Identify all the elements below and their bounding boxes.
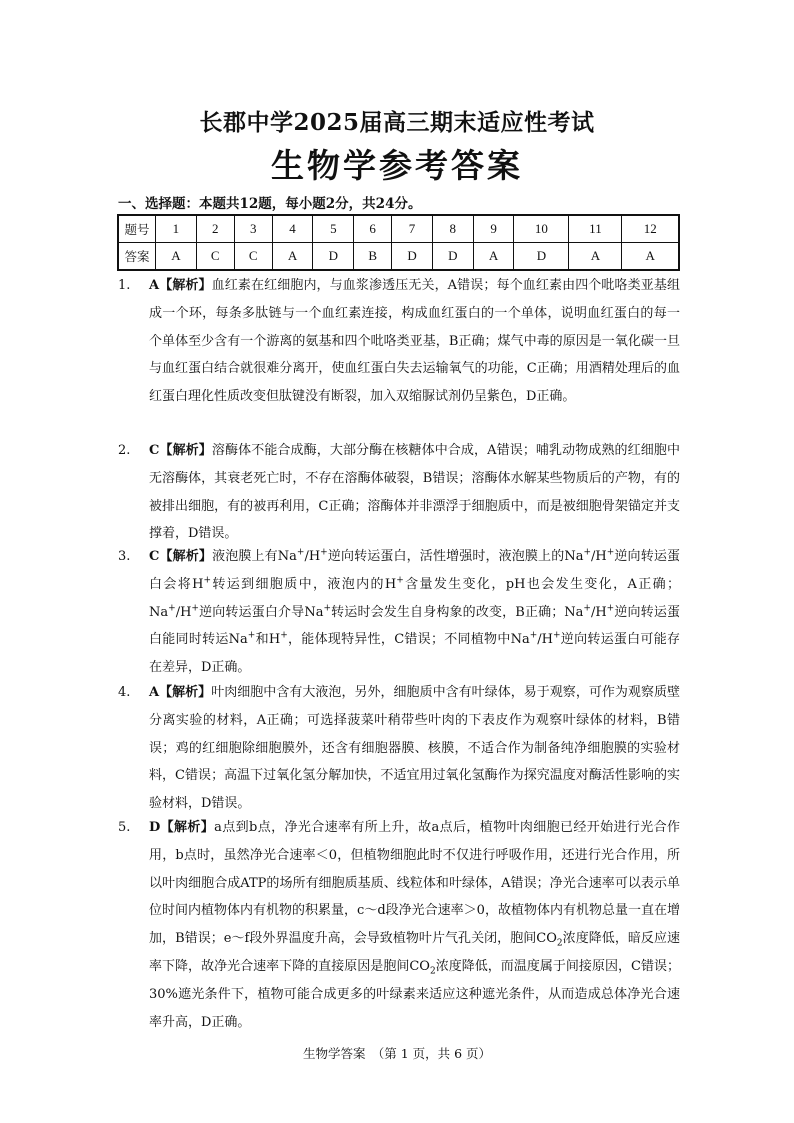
text-segment: 含量发生变化，pH也会发生变化，A正确；Na bbox=[149, 576, 680, 620]
answer-row bbox=[118, 243, 679, 271]
question-number-cell: 3 bbox=[234, 215, 272, 243]
co2-subscript: 2 bbox=[429, 966, 436, 977]
explanation-body bbox=[149, 679, 680, 818]
ion-charge: + bbox=[203, 575, 212, 586]
text-segment: 逆向转运蛋白介导Na bbox=[198, 604, 324, 620]
question-number-cell: 11 bbox=[569, 215, 622, 243]
explanation-item-4 bbox=[118, 679, 680, 818]
explanation-text: 血红素在红细胞内，与血浆渗透压无关，A错误；每个血红素由四个吡咯类亚基组成一个环，每条多肽链与一个血红素连接，构成血红蛋白的一个单体，说明血红蛋白的每一个单体至少含有一个游离的氨基和四个吡咯类亚基，B正确；煤气中毒的原因是一氧化碳一旦与血红蛋白结合就很难分离开，使血红蛋白失去运输氧气的功能，C正确；用酒精处理后的血红蛋白理化性质改变但肽键没有断裂，加入双缩脲试剂仍呈紫色，D正确。 bbox=[149, 278, 680, 405]
explanation-item-2 bbox=[118, 437, 680, 548]
question-number-cell: 6 bbox=[354, 215, 392, 243]
ion-charge: + bbox=[583, 547, 592, 558]
answer-letter: A bbox=[149, 685, 160, 700]
question-number-row bbox=[118, 215, 679, 243]
explanation-item-3 bbox=[118, 543, 680, 682]
question-number: 2. bbox=[118, 443, 131, 458]
text-segment: /H bbox=[590, 604, 607, 620]
question-number: 5. bbox=[118, 820, 131, 835]
ion-charge: + bbox=[191, 603, 199, 614]
explanation-body bbox=[149, 437, 680, 548]
question-number-cell: 5 bbox=[313, 215, 354, 243]
explanation-item-5 bbox=[118, 814, 680, 1036]
text-segment: 浓度降低，而温度属于间接原因，C错误；30%遮光条件下，植物可能合成更多的叶绿素来适应这种遮光条件，从而造成总体净光合速率升高，D正确。 bbox=[149, 958, 680, 1030]
ion-charge: + bbox=[396, 575, 404, 586]
analysis-tag: 【解析】 bbox=[159, 278, 212, 293]
text-segment: 逆向转运蛋白能同时转运Na bbox=[149, 604, 680, 648]
ion-charge: + bbox=[606, 547, 615, 558]
ion-charge: + bbox=[320, 547, 328, 558]
analysis-tag: 【解析】 bbox=[160, 820, 215, 835]
text-segment: 逆向转运蛋白可能存在差异，D正确。 bbox=[149, 632, 680, 676]
text-segment: 逆向转运蛋白会将H bbox=[149, 549, 680, 592]
text-segment: /H bbox=[537, 632, 553, 648]
text-segment: 浓度降低，暗反应速率下降，故净光合速率下降的直接原因是胞间CO bbox=[149, 931, 680, 974]
answer-cell: A bbox=[622, 243, 679, 271]
question-number-cell: 2 bbox=[196, 215, 234, 243]
text-segment: ，能体现特异性，C错误；不同植物中Na bbox=[287, 632, 530, 648]
explanation-body bbox=[149, 272, 680, 411]
explanation-body bbox=[149, 543, 680, 682]
answer-cell: B bbox=[354, 243, 392, 271]
answer-letter: C bbox=[149, 443, 160, 458]
answer-cell: A bbox=[156, 243, 197, 271]
explanation-body bbox=[149, 814, 680, 1036]
text-segment: 和H bbox=[255, 632, 281, 648]
text-segment: 液泡膜上有Na bbox=[212, 549, 297, 564]
exam-title: 长郡中学2025届高三期末适应性考试 bbox=[199, 109, 595, 136]
answer-letter: D bbox=[149, 820, 161, 835]
ion-charge: + bbox=[247, 631, 256, 642]
question-number-cell: 1 bbox=[156, 215, 197, 243]
answer-key-title: 生物学参考答案 bbox=[271, 146, 523, 185]
text-segment: a点到b点，净光合速率有所上升，故a点后，植物叶肉细胞已经开始进行光合作用，b点时，虽然净光合速率＜0，但植物细胞此时不仅进行呼吸作用，还进行光合作用，所以叶肉细胞合成ATP的场所有细胞质基质、线粒体和叶绿体，A错误；净光合速率可以表示单位时间内植物体内有机物的积累量，c～d段净光合速率＞0，故植物体内有机物总量一直在增加，B错误；e～f段外界温度升高，会导致植物叶片气孔关闭，胞间CO bbox=[149, 820, 680, 947]
explanation-item-1 bbox=[118, 272, 680, 411]
section-heading: 一、选择题：本题共12题，每小题2分，共24分。 bbox=[118, 196, 422, 212]
text-segment: 转运时会发生自身构象的改变，B正确；Na bbox=[331, 604, 584, 620]
question-number: 3. bbox=[118, 549, 131, 564]
answer-table bbox=[117, 214, 680, 271]
answer-cell: D bbox=[514, 243, 569, 271]
ion-charge: + bbox=[168, 603, 176, 614]
co2-subscript: 2 bbox=[556, 938, 563, 949]
question-number: 4. bbox=[118, 685, 131, 700]
explanation-text: 溶酶体不能合成酶，大部分酶在核糖体中合成，A错误；哺乳动物成熟的红细胞中无溶酶体，其衰老死亡时，不存在溶酶体破裂，B错误；溶酶体水解某些物质后的产物，有的被排出细胞，有的被再利用，C正确；溶酶体并非漂浮于细胞质中，而是被细胞骨架锚定并支撑着，D错误。 bbox=[149, 443, 680, 542]
question-number-cell: 7 bbox=[392, 215, 433, 243]
ion-charge: + bbox=[606, 603, 615, 614]
question-number-cell: 12 bbox=[622, 215, 679, 243]
text-segment: 逆向转运蛋白，活性增强时，液泡膜上的Na bbox=[327, 549, 584, 564]
question-number: 1. bbox=[118, 278, 131, 293]
question-number-cell: 8 bbox=[432, 215, 473, 243]
answer-cell: A bbox=[272, 243, 313, 271]
ion-charge: + bbox=[552, 631, 561, 642]
answer-cell: D bbox=[432, 243, 473, 271]
answer-cell: D bbox=[313, 243, 354, 271]
answer-cell: D bbox=[392, 243, 433, 271]
ion-charge: + bbox=[323, 603, 331, 614]
answer-cell: C bbox=[196, 243, 234, 271]
answer-cell: C bbox=[234, 243, 272, 271]
explanation-text: 叶肉细胞中含有大液泡，另外，细胞质中含有叶绿体，易于观察，可作为观察质壁分离实验的材料，A正确；可选择菠菜叶稍带些叶肉的下表皮作为观察叶绿体的材料，B错误；鸡的红细胞除细胞膜外，还含有细胞器膜、核膜，不适合作为制备纯净细胞膜的实验材料，C错误；高温下过氧化氢分解加快，不适宜用过氧化氢酶作为探究温度对酶活性影响的实验材料，D错误。 bbox=[149, 685, 680, 812]
analysis-tag: 【解析】 bbox=[159, 549, 213, 564]
row-label-answer: 答案 bbox=[118, 243, 156, 271]
text-segment: /H bbox=[175, 604, 192, 620]
text-segment: /H bbox=[304, 549, 321, 564]
text-segment: /H bbox=[591, 549, 607, 564]
ion-charge: + bbox=[280, 631, 288, 642]
row-label-number: 题号 bbox=[118, 215, 156, 243]
question-number-cell: 4 bbox=[272, 215, 313, 243]
analysis-tag: 【解析】 bbox=[159, 443, 212, 458]
answer-letter: C bbox=[149, 549, 160, 564]
answer-cell: A bbox=[473, 243, 514, 271]
answer-letter: A bbox=[149, 278, 160, 293]
text-segment: 转运到细胞质中，液泡内的H bbox=[211, 576, 397, 592]
analysis-tag: 【解析】 bbox=[159, 685, 212, 700]
answer-cell: A bbox=[569, 243, 622, 271]
ion-charge: + bbox=[583, 603, 591, 614]
question-number-cell: 10 bbox=[514, 215, 569, 243]
ion-charge: + bbox=[296, 547, 305, 558]
question-number-cell: 9 bbox=[473, 215, 514, 243]
ion-charge: + bbox=[529, 631, 538, 642]
page-footer: 生物学答案 （第 1 页，共 6 页） bbox=[302, 1046, 492, 1061]
